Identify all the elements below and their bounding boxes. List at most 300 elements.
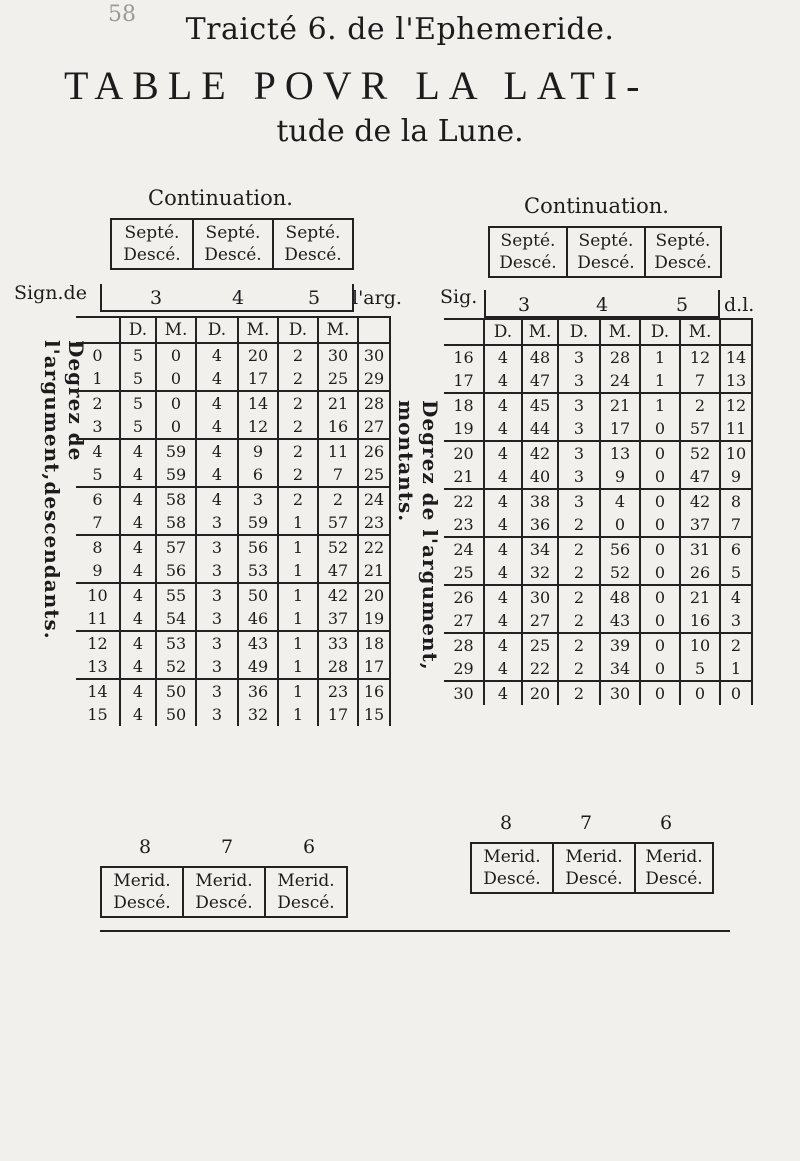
col-header: D. bbox=[196, 317, 238, 343]
value-cell: 3 bbox=[558, 417, 600, 441]
table-title-line1: TABLE POVR LA LATI- bbox=[64, 63, 649, 108]
value-cell: 5 bbox=[120, 343, 156, 367]
table-row bbox=[76, 391, 390, 415]
value-cell: 13 bbox=[600, 441, 640, 465]
value-cell: 4 bbox=[484, 537, 522, 561]
value-cell: 3 bbox=[196, 535, 238, 559]
value-cell: 3 bbox=[196, 655, 238, 679]
value-cell: 43 bbox=[238, 631, 278, 655]
table-row bbox=[444, 465, 752, 489]
value-cell: 4 bbox=[484, 585, 522, 609]
value-cell: 59 bbox=[238, 511, 278, 535]
header-line: Descé. bbox=[499, 253, 557, 273]
header-line: Descé. bbox=[483, 869, 541, 889]
value-cell: 1 bbox=[640, 369, 680, 393]
value-cell: 1 bbox=[640, 345, 680, 369]
value-cell: 4 bbox=[120, 655, 156, 679]
value-cell: 3 bbox=[196, 631, 238, 655]
row-degree-cell: 25 bbox=[444, 561, 484, 585]
right-sign-row-frame bbox=[484, 290, 720, 318]
value-cell: 1 bbox=[278, 631, 318, 655]
row-degree-cell: 30 bbox=[444, 681, 484, 705]
right-sign-label: Sig. bbox=[440, 286, 478, 308]
value-cell: 52 bbox=[156, 655, 196, 679]
value-cell: 0 bbox=[640, 681, 680, 705]
value-cell: 4 bbox=[196, 367, 238, 391]
value-cell: 56 bbox=[238, 535, 278, 559]
value-cell: 2 bbox=[278, 463, 318, 487]
header-line: Descé. bbox=[284, 245, 342, 265]
header-line: Descé. bbox=[645, 869, 703, 889]
row-degree-cell: 5 bbox=[76, 463, 120, 487]
value-cell: 40 bbox=[522, 465, 558, 489]
row-degree-cell: 0 bbox=[76, 343, 120, 367]
value-cell: 4 bbox=[484, 489, 522, 513]
value-cell: 2 bbox=[558, 537, 600, 561]
value-cell: 39 bbox=[600, 633, 640, 657]
value-cell: 7 bbox=[680, 369, 720, 393]
col-header: M. bbox=[318, 317, 358, 343]
table-row bbox=[76, 559, 390, 583]
col-header: D. bbox=[640, 319, 680, 345]
value-cell: 0 bbox=[640, 537, 680, 561]
table-row bbox=[76, 487, 390, 511]
table-row bbox=[444, 369, 752, 393]
right-top-header-cell bbox=[568, 228, 646, 278]
col-header: M. bbox=[522, 319, 558, 345]
value-cell: 4 bbox=[484, 369, 522, 393]
table-row bbox=[76, 583, 390, 607]
row-complement-cell: 20 bbox=[358, 583, 390, 607]
row-degree-cell: 23 bbox=[444, 513, 484, 537]
value-cell: 4 bbox=[600, 489, 640, 513]
right-bottom-header bbox=[470, 842, 714, 894]
row-degree-cell: 14 bbox=[76, 679, 120, 703]
value-cell: 42 bbox=[680, 489, 720, 513]
value-cell: 55 bbox=[156, 583, 196, 607]
value-cell: 36 bbox=[238, 679, 278, 703]
value-cell: 4 bbox=[196, 439, 238, 463]
left-sign-5: 5 bbox=[308, 287, 321, 309]
value-cell: 25 bbox=[318, 367, 358, 391]
value-cell: 48 bbox=[522, 345, 558, 369]
value-cell: 4 bbox=[196, 343, 238, 367]
left-top-header-cell bbox=[194, 220, 274, 270]
value-cell: 0 bbox=[640, 489, 680, 513]
value-cell: 4 bbox=[120, 511, 156, 535]
header-line: Descé. bbox=[577, 253, 635, 273]
value-cell: 2 bbox=[278, 391, 318, 415]
table-row bbox=[76, 367, 390, 391]
value-cell: 1 bbox=[278, 703, 318, 726]
value-cell: 3 bbox=[558, 345, 600, 369]
row-complement-cell: 9 bbox=[720, 465, 752, 489]
value-cell: 31 bbox=[680, 537, 720, 561]
table-row bbox=[444, 489, 752, 513]
value-cell: 47 bbox=[522, 369, 558, 393]
value-cell: 6 bbox=[238, 463, 278, 487]
row-complement-cell: 28 bbox=[358, 391, 390, 415]
value-cell: 2 bbox=[278, 343, 318, 367]
table-row bbox=[444, 585, 752, 609]
right-sign-4: 4 bbox=[596, 294, 609, 316]
left-sign-4: 4 bbox=[232, 287, 245, 309]
row-degree-cell: 26 bbox=[444, 585, 484, 609]
value-cell: 4 bbox=[196, 463, 238, 487]
value-cell: 54 bbox=[156, 607, 196, 631]
value-cell: 3 bbox=[558, 489, 600, 513]
row-complement-cell: 6 bbox=[720, 537, 752, 561]
col-header: D. bbox=[558, 319, 600, 345]
row-degree-cell: 16 bbox=[444, 345, 484, 369]
row-degree-cell: 24 bbox=[444, 537, 484, 561]
value-cell: 2 bbox=[680, 393, 720, 417]
left-bottom-header-cell bbox=[266, 868, 348, 918]
right-bottom-sign: 6 bbox=[659, 812, 673, 834]
running-head: Traicté 6. de l'Ephemeride. bbox=[185, 12, 615, 47]
value-cell: 9 bbox=[600, 465, 640, 489]
row-degree-cell: 7 bbox=[76, 511, 120, 535]
header-line: Descé. bbox=[195, 893, 253, 913]
table-row bbox=[76, 655, 390, 679]
value-cell: 4 bbox=[120, 559, 156, 583]
value-cell: 1 bbox=[278, 607, 318, 631]
table-row bbox=[76, 535, 390, 559]
right-bottom-sign: 8 bbox=[499, 812, 513, 834]
value-cell: 0 bbox=[640, 465, 680, 489]
left-bottom-header bbox=[100, 866, 348, 918]
header-line: Merid. bbox=[113, 871, 171, 891]
header-line: Descé. bbox=[277, 893, 335, 913]
value-cell: 3 bbox=[196, 679, 238, 703]
value-cell: 4 bbox=[120, 487, 156, 511]
col-header: D. bbox=[484, 319, 522, 345]
col-header: M. bbox=[156, 317, 196, 343]
right-right-label: d.l. bbox=[724, 294, 755, 316]
row-complement-cell: 3 bbox=[720, 609, 752, 633]
value-cell: 2 bbox=[278, 439, 318, 463]
row-complement-cell: 26 bbox=[358, 439, 390, 463]
value-cell: 4 bbox=[120, 439, 156, 463]
value-cell: 2 bbox=[318, 487, 358, 511]
value-cell: 4 bbox=[484, 345, 522, 369]
value-cell: 2 bbox=[558, 609, 600, 633]
value-cell: 4 bbox=[484, 633, 522, 657]
value-cell: 5 bbox=[680, 657, 720, 681]
table-row bbox=[444, 609, 752, 633]
value-cell: 58 bbox=[156, 511, 196, 535]
value-cell: 4 bbox=[484, 609, 522, 633]
row-degree-cell: 8 bbox=[76, 535, 120, 559]
right-top-header-cell bbox=[646, 228, 722, 278]
value-cell: 25 bbox=[522, 633, 558, 657]
row-complement-cell: 16 bbox=[358, 679, 390, 703]
value-cell: 56 bbox=[156, 559, 196, 583]
value-cell: 21 bbox=[680, 585, 720, 609]
left-top-header bbox=[110, 218, 354, 270]
value-cell: 4 bbox=[120, 583, 156, 607]
value-cell: 57 bbox=[318, 511, 358, 535]
row-complement-cell: 15 bbox=[358, 703, 390, 726]
value-cell: 59 bbox=[156, 439, 196, 463]
value-cell: 49 bbox=[238, 655, 278, 679]
value-cell: 50 bbox=[238, 583, 278, 607]
right-continuation-label: Continuation. bbox=[524, 194, 669, 218]
col-header: M. bbox=[600, 319, 640, 345]
table-row bbox=[444, 393, 752, 417]
right-top-header-cell bbox=[490, 228, 568, 278]
row-complement-cell: 30 bbox=[358, 343, 390, 367]
left-bottom-header-cell bbox=[184, 868, 266, 918]
value-cell: 2 bbox=[278, 415, 318, 439]
right-bottom-sign: 7 bbox=[579, 812, 593, 834]
value-cell: 28 bbox=[600, 345, 640, 369]
value-cell: 58 bbox=[156, 487, 196, 511]
value-cell: 34 bbox=[600, 657, 640, 681]
value-cell: 2 bbox=[278, 367, 318, 391]
row-complement-cell: 0 bbox=[720, 681, 752, 705]
row-degree-cell: 29 bbox=[444, 657, 484, 681]
value-cell: 2 bbox=[558, 585, 600, 609]
value-cell: 42 bbox=[318, 583, 358, 607]
table-row bbox=[444, 561, 752, 585]
row-complement-cell: 8 bbox=[720, 489, 752, 513]
right-sign-3: 3 bbox=[518, 294, 531, 316]
value-cell: 10 bbox=[680, 633, 720, 657]
value-cell: 57 bbox=[680, 417, 720, 441]
value-cell: 30 bbox=[600, 681, 640, 705]
value-cell: 3 bbox=[196, 607, 238, 631]
value-cell: 20 bbox=[238, 343, 278, 367]
left-sign-3: 3 bbox=[150, 287, 163, 309]
right-bottom-header-cell bbox=[554, 844, 636, 894]
value-cell: 37 bbox=[680, 513, 720, 537]
header-line: Merid. bbox=[645, 847, 703, 867]
row-degree-cell: 11 bbox=[76, 607, 120, 631]
header-line: Descé. bbox=[654, 253, 712, 273]
value-cell: 1 bbox=[278, 655, 318, 679]
value-cell: 47 bbox=[680, 465, 720, 489]
value-cell: 4 bbox=[196, 415, 238, 439]
value-cell: 32 bbox=[522, 561, 558, 585]
value-cell: 23 bbox=[318, 679, 358, 703]
header-line: Septé. bbox=[655, 231, 711, 251]
value-cell: 0 bbox=[640, 513, 680, 537]
row-complement-cell: 2 bbox=[720, 633, 752, 657]
value-cell: 0 bbox=[640, 657, 680, 681]
row-complement-cell: 19 bbox=[358, 607, 390, 631]
row-degree-cell: 28 bbox=[444, 633, 484, 657]
value-cell: 47 bbox=[318, 559, 358, 583]
value-cell: 5 bbox=[120, 367, 156, 391]
row-degree-cell: 15 bbox=[76, 703, 120, 726]
value-cell: 4 bbox=[484, 393, 522, 417]
value-cell: 4 bbox=[484, 657, 522, 681]
header-line: Septé. bbox=[500, 231, 556, 251]
header-line: Merid. bbox=[277, 871, 335, 891]
value-cell: 1 bbox=[278, 559, 318, 583]
value-cell: 21 bbox=[600, 393, 640, 417]
value-cell: 3 bbox=[196, 559, 238, 583]
value-cell: 33 bbox=[318, 631, 358, 655]
row-complement-cell: 7 bbox=[720, 513, 752, 537]
value-cell: 38 bbox=[522, 489, 558, 513]
value-cell: 16 bbox=[318, 415, 358, 439]
value-cell: 46 bbox=[238, 607, 278, 631]
right-bottom-header-cell bbox=[636, 844, 714, 894]
table-row bbox=[444, 345, 752, 369]
table-row bbox=[76, 415, 390, 439]
value-cell: 2 bbox=[558, 681, 600, 705]
value-cell: 24 bbox=[600, 369, 640, 393]
row-degree-cell: 21 bbox=[444, 465, 484, 489]
value-cell: 0 bbox=[156, 343, 196, 367]
value-cell: 44 bbox=[522, 417, 558, 441]
value-cell: 4 bbox=[484, 681, 522, 705]
left-bottom-header-cell bbox=[102, 868, 184, 918]
left-data-table bbox=[76, 316, 391, 726]
table-title-line2: tude de la Lune. bbox=[276, 114, 524, 149]
right-col-header-row bbox=[444, 319, 752, 345]
value-cell: 17 bbox=[238, 367, 278, 391]
value-cell: 11 bbox=[318, 439, 358, 463]
table-row bbox=[444, 441, 752, 465]
left-continuation-label: Continuation. bbox=[148, 186, 293, 210]
row-degree-cell: 1 bbox=[76, 367, 120, 391]
value-cell: 3 bbox=[238, 487, 278, 511]
value-cell: 0 bbox=[156, 367, 196, 391]
left-top-header-cell bbox=[112, 220, 194, 270]
value-cell: 20 bbox=[522, 681, 558, 705]
left-col-header-row bbox=[76, 317, 390, 343]
value-cell: 42 bbox=[522, 441, 558, 465]
value-cell: 3 bbox=[558, 465, 600, 489]
table-row bbox=[76, 343, 390, 367]
value-cell: 3 bbox=[196, 511, 238, 535]
value-cell: 17 bbox=[600, 417, 640, 441]
value-cell: 4 bbox=[484, 561, 522, 585]
page-number: 58 bbox=[108, 2, 136, 27]
right-data-table bbox=[444, 318, 753, 705]
value-cell: 4 bbox=[120, 631, 156, 655]
blank-cell bbox=[358, 317, 390, 343]
value-cell: 5 bbox=[120, 391, 156, 415]
value-cell: 50 bbox=[156, 703, 196, 726]
left-right-label: l'arg. bbox=[352, 287, 402, 309]
value-cell: 12 bbox=[238, 415, 278, 439]
row-degree-cell: 3 bbox=[76, 415, 120, 439]
value-cell: 2 bbox=[278, 487, 318, 511]
row-complement-cell: 13 bbox=[720, 369, 752, 393]
header-line: Septé. bbox=[124, 223, 180, 243]
row-complement-cell: 18 bbox=[358, 631, 390, 655]
table-row bbox=[76, 511, 390, 535]
row-complement-cell: 23 bbox=[358, 511, 390, 535]
row-degree-cell: 12 bbox=[76, 631, 120, 655]
left-sign-label: Sign.de bbox=[14, 282, 87, 304]
value-cell: 1 bbox=[640, 393, 680, 417]
row-complement-cell: 17 bbox=[358, 655, 390, 679]
row-degree-cell: 13 bbox=[76, 655, 120, 679]
row-complement-cell: 27 bbox=[358, 415, 390, 439]
value-cell: 45 bbox=[522, 393, 558, 417]
value-cell: 1 bbox=[278, 535, 318, 559]
value-cell: 0 bbox=[640, 609, 680, 633]
value-cell: 3 bbox=[558, 441, 600, 465]
header-line: Descé. bbox=[565, 869, 623, 889]
row-complement-cell: 25 bbox=[358, 463, 390, 487]
left-vertical-label: Degrez de l'argument,descendants. bbox=[40, 340, 88, 640]
value-cell: 53 bbox=[156, 631, 196, 655]
value-cell: 14 bbox=[238, 391, 278, 415]
blank-cell bbox=[720, 319, 752, 345]
row-degree-cell: 22 bbox=[444, 489, 484, 513]
value-cell: 1 bbox=[278, 583, 318, 607]
blank-cell bbox=[444, 319, 484, 345]
value-cell: 32 bbox=[238, 703, 278, 726]
col-header: D. bbox=[278, 317, 318, 343]
value-cell: 22 bbox=[522, 657, 558, 681]
value-cell: 30 bbox=[522, 585, 558, 609]
value-cell: 4 bbox=[484, 441, 522, 465]
value-cell: 52 bbox=[680, 441, 720, 465]
value-cell: 3 bbox=[196, 703, 238, 726]
value-cell: 9 bbox=[238, 439, 278, 463]
value-cell: 48 bbox=[600, 585, 640, 609]
value-cell: 37 bbox=[318, 607, 358, 631]
row-complement-cell: 12 bbox=[720, 393, 752, 417]
value-cell: 59 bbox=[156, 463, 196, 487]
value-cell: 34 bbox=[522, 537, 558, 561]
row-complement-cell: 10 bbox=[720, 441, 752, 465]
value-cell: 0 bbox=[156, 415, 196, 439]
value-cell: 43 bbox=[600, 609, 640, 633]
value-cell: 4 bbox=[484, 465, 522, 489]
left-bottom-signs bbox=[104, 836, 350, 858]
value-cell: 0 bbox=[640, 417, 680, 441]
header-line: Septé. bbox=[578, 231, 634, 251]
value-cell: 4 bbox=[120, 703, 156, 726]
value-cell: 0 bbox=[640, 633, 680, 657]
value-cell: 2 bbox=[558, 513, 600, 537]
row-complement-cell: 22 bbox=[358, 535, 390, 559]
value-cell: 0 bbox=[680, 681, 720, 705]
value-cell: 52 bbox=[318, 535, 358, 559]
value-cell: 50 bbox=[156, 679, 196, 703]
row-complement-cell: 21 bbox=[358, 559, 390, 583]
value-cell: 0 bbox=[640, 561, 680, 585]
value-cell: 0 bbox=[640, 441, 680, 465]
row-complement-cell: 14 bbox=[720, 345, 752, 369]
header-line: Merid. bbox=[565, 847, 623, 867]
row-complement-cell: 11 bbox=[720, 417, 752, 441]
col-header: M. bbox=[238, 317, 278, 343]
header-line: Septé. bbox=[285, 223, 341, 243]
left-bottom-sign: 7 bbox=[220, 836, 234, 858]
blank-cell bbox=[76, 317, 120, 343]
value-cell: 0 bbox=[640, 585, 680, 609]
value-cell: 30 bbox=[318, 343, 358, 367]
value-cell: 52 bbox=[600, 561, 640, 585]
value-cell: 4 bbox=[196, 487, 238, 511]
row-degree-cell: 10 bbox=[76, 583, 120, 607]
header-line: Descé. bbox=[204, 245, 262, 265]
value-cell: 2 bbox=[558, 561, 600, 585]
header-line: Septé. bbox=[205, 223, 261, 243]
value-cell: 3 bbox=[558, 369, 600, 393]
table-row bbox=[76, 607, 390, 631]
left-sign-row-frame bbox=[100, 284, 354, 312]
